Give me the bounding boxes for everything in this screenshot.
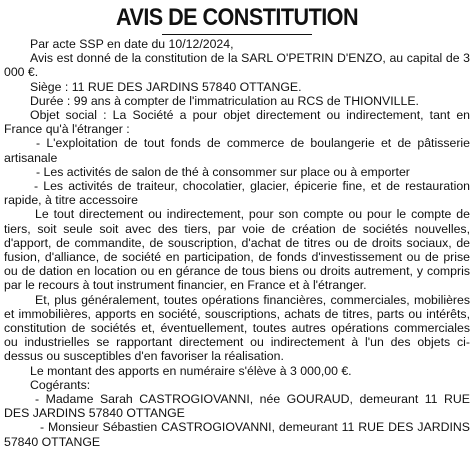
notice-body — [4, 37, 470, 449]
purpose-general-paragraph: Et, plus généralement, toutes opérations financières, commerciales, mobilières et immobilières, apports en société, souscriptions, achats de titres, parts ou intérêts, constitution de sociétés et, éventuellement, toutes autres opérations commerciales ou industrielles se rapportant directement ou indirectement à l'un des objets ci-dessus ou susceptibles d'en favoriser la réalisation. — [4, 292, 470, 364]
act-date-paragraph: Par acte SSP en date du 10/12/2024, — [30, 37, 234, 51]
corporate-purpose-paragraph: Objet social : La Société a pour objet directement ou indirectement, tant en France qu'à l'étranger : — [4, 108, 470, 137]
contributions-paragraph: Le montant des apports en numéraire s'élève à 3 000,00 €. — [30, 363, 352, 378]
headquarters-paragraph: Siège : 11 RUE DES JARDINS 57840 OTTANGE. — [30, 79, 302, 94]
notice-title: AVIS DE CONSTITUTION — [115, 4, 359, 31]
purpose-bullet-bakery: - L'exploitation de tout fonds de commerce de boulangerie et de pâtisserie artisanale — [4, 136, 470, 165]
purpose-bullet-tea-room: - Les activités de salon de thé à consommer sur place ou à emporter — [36, 164, 410, 179]
co-manager-sebastien: - Monsieur Sébastien CASTROGIOVANNI, demeurant 11 RUE DES JARDINS 57840 OTTANGE — [4, 420, 470, 449]
co-managers-heading: Cogérants: — [30, 377, 91, 392]
duration-paragraph: Durée : 99 ans à compter de l'immatriculation au RCS de THIONVILLE. — [30, 93, 419, 108]
legal-notice — [4, 4, 470, 449]
constitution-paragraph: Avis est donné de la constitution de la SARL O'PETRIN D'ENZO, au capital de 3 000 €. — [4, 51, 470, 80]
co-manager-sarah: - Madame Sarah CASTROGIOVANNI, née GOURAUD, demeurant 11 RUE DES JARDINS 57840 OTTANGE — [4, 392, 470, 421]
purpose-means-paragraph: Le tout directement ou indirectement, pour son compte ou pour le compte de tiers, soit seule soit avec des tiers, par voie de création de sociétés nouvelles, d'apport, de commandite, de souscription, d'achat de titres ou de droits sociaux, de fusion, d'alliance, de société en participation, de fonds d'investissement ou de prise ou de dation en location ou en gérance de tous biens ou droits autrement, y compris par le recours à tout instrument financier, en France et à l'étranger. — [4, 207, 470, 293]
purpose-bullet-catering: - Les activités de traiteur, chocolatier, glacier, épicerie fine, et de restauration rapide, à titre accessoire — [4, 179, 470, 208]
title-underline — [162, 34, 312, 35]
